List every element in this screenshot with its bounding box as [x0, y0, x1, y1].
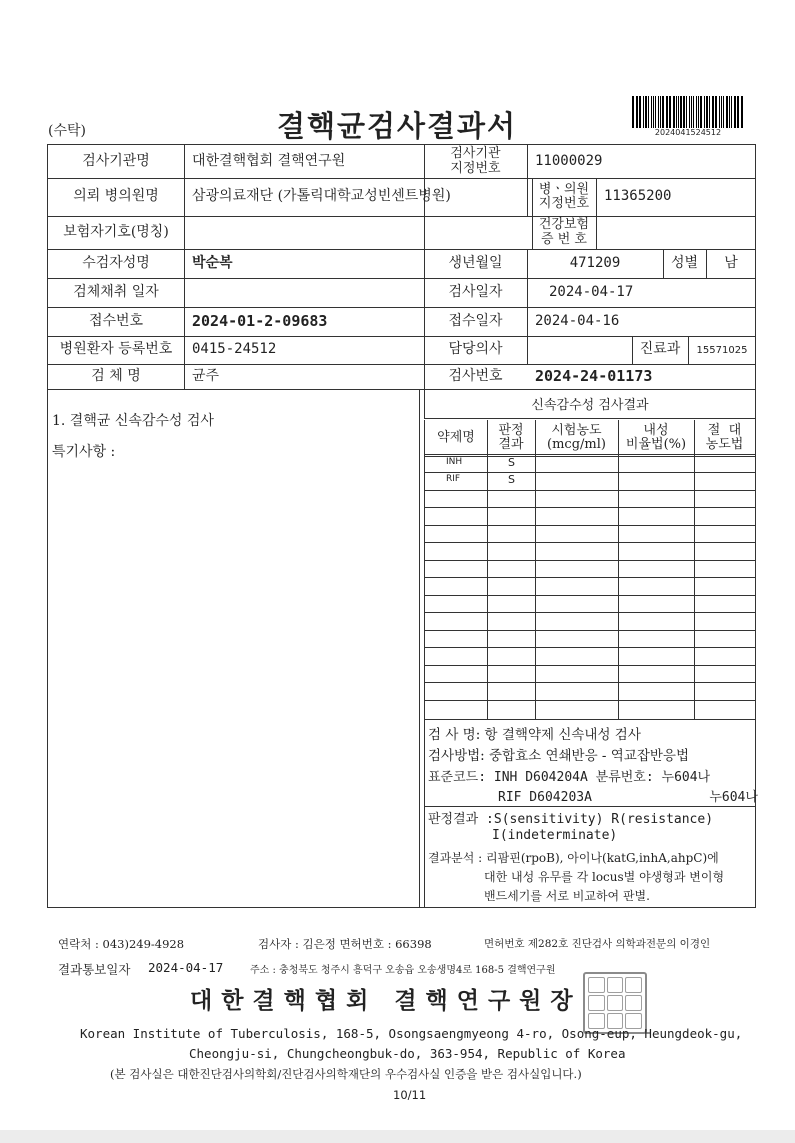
barcode-bar: [723, 96, 724, 128]
accession-value: 2024-01-2-09683: [192, 312, 328, 331]
method-test-name: 검 사 명: 항 결핵약제 신속내성 검사: [428, 727, 641, 743]
test-item: 1. 결핵균 신속감수성 검사: [52, 413, 214, 429]
barcode-bar: [680, 96, 682, 128]
barcode-bar: [666, 96, 668, 128]
barcode-bar: [737, 96, 738, 128]
barcode-bar: [696, 96, 697, 128]
specimen-label: 검 체 명: [91, 367, 141, 384]
grid-line: [424, 577, 756, 578]
grid-line: [694, 420, 695, 719]
lab-name-label: 검사기관명: [82, 152, 150, 169]
barcode-bar: [660, 96, 661, 128]
page-bottom-edge: [0, 1130, 795, 1143]
chart-no-label: 병원환자 등록번호: [59, 341, 173, 358]
dept-label: 진료과: [639, 341, 681, 358]
barcode-bar: [693, 96, 695, 128]
judge-criteria-1: 판정결과 :S(sensitivity) R(resistance): [428, 812, 714, 827]
collect-value: [184, 278, 424, 307]
barcode-bar: [712, 96, 713, 128]
grid-line: [424, 700, 756, 701]
insurance-no-value: [596, 216, 756, 249]
address-korean: 주소 : 충청북도 청주시 흥덕구 오송읍 오송생명4로 168-5 결핵연구원: [250, 965, 556, 976]
col-conc-header: 시험농도 (mcg/ml): [547, 423, 606, 452]
result-row-1-judge: S: [508, 456, 515, 469]
method-std-code-1: 표준코드: INH D604204A 분류번호: 누604나: [428, 770, 711, 785]
barcode-bar: [691, 96, 692, 128]
barcode-bar: [655, 96, 656, 128]
barcode-bar: [648, 96, 649, 128]
grid-line: [424, 560, 756, 561]
grid-line: [424, 420, 425, 719]
hospital-value: 삼광의료재단 (가톨릭대학교성빈센트병원): [192, 188, 451, 205]
barcode-bar: [738, 96, 739, 128]
method-test-method: 검사방법: 중합효소 연쇄반응 - 역교잡반응법: [428, 748, 690, 764]
official-seal-icon: [583, 972, 647, 1034]
lab-code-label: 검사기관 지정번호: [450, 146, 501, 176]
grid-line: [424, 682, 756, 683]
receipt-mark: (수탁): [48, 123, 86, 139]
judge-criteria-2: I(indeterminate): [492, 828, 618, 843]
col-drug-header: 약제명: [437, 430, 475, 446]
method-std-code-2: RIF D604203A 누604나: [498, 790, 758, 805]
result-row-2-drug: RIF: [446, 474, 461, 484]
collect-label: 검체채취 일자: [73, 283, 159, 300]
analysis-2: 대한 내성 유무를 각 locus별 야생형과 변이형: [484, 870, 725, 884]
grid-line: [424, 490, 756, 491]
insurer-label: 보험자기호(명칭): [63, 223, 169, 240]
barcode-bar: [715, 96, 717, 128]
barcode-bar: [731, 96, 732, 128]
patient-value: 박순복: [192, 254, 233, 271]
grid-line: [424, 595, 756, 596]
result-row-2-judge: S: [508, 473, 515, 486]
hospital-label: 의뢰 병의원명: [73, 188, 159, 205]
col-abs-header: 절 대 농도법: [705, 423, 744, 452]
barcode-bar: [713, 96, 714, 128]
insurance-no-label: 건강보험 증 번 호: [538, 217, 590, 247]
col-ratio-header: 내성 비율법(%): [625, 423, 687, 452]
test-date-label: 검사일자: [448, 283, 503, 300]
examiner-info: 검사자 : 김은정 면허번호 : 66398: [258, 937, 432, 951]
lab-name-value: 대한결핵협회 결핵연구원: [192, 152, 346, 169]
barcode-number: 2024041524512: [654, 128, 722, 137]
barcode-bar: [662, 96, 664, 128]
grid-line: [618, 420, 619, 719]
barcode-icon: [632, 96, 744, 128]
barcode-bar: [676, 96, 677, 128]
grid-line: [424, 542, 756, 543]
analysis-1: 결과분석 : 리팜핀(rpoB), 아이나(katG,inhA,ahpC)에: [428, 851, 719, 865]
contact-phone: 연락처 : 043)249-4928: [58, 937, 185, 951]
barcode-bar: [636, 96, 637, 128]
receipt-date-value: 2024-04-16: [535, 312, 620, 329]
barcode-bar: [741, 96, 743, 128]
organization-name: 대한결핵협회 결핵연구원장: [190, 987, 582, 1014]
grid-line: [424, 630, 756, 631]
grid-line: [487, 420, 488, 719]
specialist-info: 면허번호 제282호 진단검사 의학과전문의 이경인: [484, 938, 711, 950]
barcode-bar: [651, 96, 652, 128]
insurer-value: [184, 216, 532, 249]
barcode-bar: [698, 96, 699, 128]
hospital-code-value: 11365200: [604, 188, 672, 205]
test-no-value: 2024-24-01173: [535, 367, 653, 386]
results-title: [424, 389, 756, 419]
page-number: 10/11: [393, 1088, 427, 1102]
certification-note: (본 검사실은 대한진단검사의학회/진단검사의학재단의 우수검사실 인증을 받은 검사실입니다.): [110, 1067, 582, 1081]
accession-label: 접수번호: [88, 312, 144, 329]
barcode-bar: [643, 96, 644, 128]
barcode-bar: [704, 96, 705, 128]
barcode-bar: [637, 96, 638, 128]
barcode-bar: [734, 96, 736, 128]
barcode-bar: [689, 96, 690, 128]
grid-line: [424, 507, 756, 508]
receipt-date-label: 접수일자: [448, 312, 503, 329]
chart-no-value: 0415-24512: [192, 341, 277, 358]
analysis-3: 밴드세기를 서로 비교하여 판별.: [484, 889, 650, 903]
notice-date-label: 결과통보일자: [58, 962, 131, 977]
grid-line: [424, 454, 756, 455]
barcode-bar: [673, 96, 675, 128]
barcode-bar: [729, 96, 730, 128]
lab-code-value: 11000029: [535, 152, 603, 169]
test-date-value: 2024-04-17: [549, 283, 634, 300]
barcode-bar: [658, 96, 659, 128]
barcode-bar: [721, 96, 722, 128]
grid-line: [424, 472, 756, 473]
barcode-bar: [645, 96, 647, 128]
col-judge-header: 판정 결과: [498, 423, 524, 452]
doctor-value: [527, 336, 632, 364]
patient-label: 수검자성명: [82, 254, 150, 271]
grid-line: [535, 420, 536, 719]
hospital-code-label: 병ㆍ의원 지정번호: [538, 181, 590, 211]
birth-label: 생년월일: [448, 254, 503, 271]
barcode-bar: [678, 96, 679, 128]
barcode-bar: [639, 96, 641, 128]
barcode-bar: [706, 96, 708, 128]
sex-label: 성별: [670, 254, 699, 271]
barcode-bar: [686, 96, 687, 128]
specimen-value: 균주: [192, 367, 220, 384]
barcode-bar: [632, 96, 634, 128]
notice-date-value: 2024-04-17: [148, 960, 224, 975]
test-no-label: 검사번호: [448, 367, 503, 384]
results-title-text: 신속감수성 검사결과: [531, 398, 649, 413]
barcode-bar: [669, 96, 670, 128]
barcode-bar: [726, 96, 728, 128]
grid-line: [424, 612, 756, 613]
grid-line: [424, 665, 756, 666]
document-title: 결핵균검사결과서: [276, 109, 518, 143]
barcode-bar: [670, 96, 671, 128]
grid-line: [755, 420, 756, 719]
barcode-bar: [683, 96, 685, 128]
doctor-label: 담당의사: [448, 341, 503, 358]
barcode-bar: [709, 96, 710, 128]
grid-line: [424, 525, 756, 526]
grid-line: [424, 456, 756, 457]
address-english-line-2: Cheongju-si, Chungcheongbuk-do, 363-954, Republic of Korea: [189, 1046, 626, 1061]
remarks-label: 특기사항 :: [52, 444, 116, 460]
sex-value: 남: [724, 254, 738, 271]
address-english-line-1: Korean Institute of Tuberculosis, 168-5, Osongsaengmyeong 4-ro, Osong-eup, Heungdeok-gu,: [80, 1026, 743, 1041]
barcode-bar: [719, 96, 721, 128]
result-row-1-drug: INH: [446, 457, 463, 467]
barcode-bar: [700, 96, 702, 128]
dept-value: 15571025: [696, 344, 748, 356]
grid-line: [424, 647, 756, 648]
birth-value: 471209: [569, 254, 621, 271]
barcode-bar: [653, 96, 655, 128]
